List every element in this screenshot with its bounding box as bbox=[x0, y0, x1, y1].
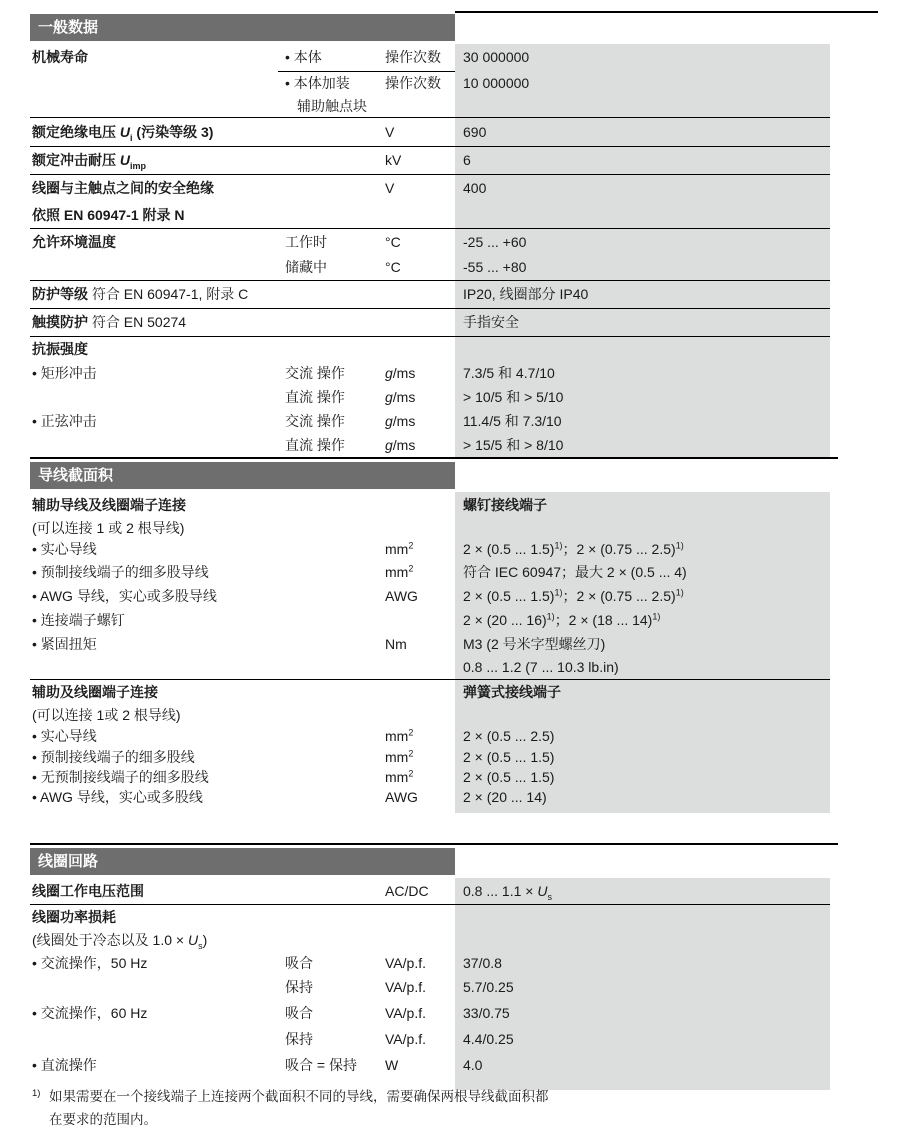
row-label: • 预制接线端子的细多股导线 bbox=[32, 564, 209, 580]
value-text: 33/0.75 bbox=[463, 1005, 510, 1021]
row-label: • 正弦冲击 bbox=[32, 413, 97, 429]
value-text: 7.3/5 和 4.7/10 bbox=[463, 365, 555, 381]
table-row bbox=[30, 228, 830, 280]
sub-label: 吸合 = 保持 bbox=[285, 1057, 357, 1073]
table-row bbox=[30, 174, 830, 228]
value-text: 2 × (0.5 ... 1.5) bbox=[463, 769, 555, 785]
footnote-text: 如果需要在一个接线端子上连接两个截面积不同的导线，需要确保两根导线截面积都在要求的范围内。 bbox=[49, 1089, 549, 1127]
unit-label: kV bbox=[385, 152, 402, 168]
section-divider bbox=[30, 843, 838, 845]
value-text: 0.8 ... $1.1 \times U_s$ bbox=[463, 883, 552, 902]
unit-label: $mm^2$ bbox=[385, 563, 414, 580]
row-label: • 交流操作，50 Hz bbox=[32, 955, 148, 971]
row-label: 抗振强度 bbox=[32, 341, 88, 357]
value-text: 10 000000 bbox=[463, 75, 530, 91]
value-text: -25 ... +60 bbox=[463, 234, 527, 250]
row-label: • 矩形冲击 bbox=[32, 365, 97, 381]
value-text: 4.0 bbox=[463, 1057, 483, 1073]
sub-label: 吸合 bbox=[285, 1005, 313, 1021]
sub-label: 交流 操作 bbox=[285, 365, 345, 381]
row-label: 额定绝缘电压 $U_i$ (污染等级 3) bbox=[32, 124, 214, 143]
row-label: 线圈功率损耗 bbox=[32, 909, 116, 925]
row-label: 额定冲击耐压 $U_{imp}$ bbox=[32, 152, 147, 171]
sub-label: • 本体加装 bbox=[285, 75, 350, 91]
table-row bbox=[30, 878, 830, 904]
value-text: 690 bbox=[463, 124, 487, 140]
value-text: 2 × (20 ... 14) bbox=[463, 789, 547, 805]
spec-table bbox=[30, 14, 830, 1090]
unit-label: g/ms bbox=[385, 437, 416, 453]
unit-label: VA/p.f. bbox=[385, 1031, 426, 1047]
row-label: 依照 EN 60947-1 附录 N bbox=[32, 207, 185, 223]
row-label: • 实心导线 bbox=[32, 541, 97, 557]
value-text: 11.4/5 和 7.3/10 bbox=[463, 413, 562, 429]
table-row bbox=[30, 679, 830, 813]
footnote bbox=[32, 1085, 554, 1131]
row-label: • 连接端子螺钉 bbox=[32, 612, 125, 628]
row-label: (线圈处于冷态以及 $1.0 \times U_s$) bbox=[32, 932, 208, 951]
table-row bbox=[30, 44, 830, 71]
row-label: 机械寿命 bbox=[32, 49, 88, 65]
unit-label: AWG bbox=[385, 588, 418, 604]
table-row bbox=[30, 117, 830, 146]
value-text: > 15/5 和 > 8/10 bbox=[463, 437, 564, 453]
sub-label: 直流 操作 bbox=[285, 389, 345, 405]
table-row bbox=[30, 336, 830, 457]
row-label: 防护等级 符合 EN 60947-1, 附录 C bbox=[32, 286, 249, 302]
sub-label: 吸合 bbox=[285, 955, 313, 971]
value-text: 4.4/0.25 bbox=[463, 1031, 514, 1047]
value-text: 弹簧式接线端子 bbox=[463, 684, 561, 700]
row-label: (可以连接 1或 2 根导线) bbox=[32, 707, 181, 723]
section-header: 一般数据 bbox=[30, 14, 455, 41]
value-text: M3 (2 号米字型螺丝刀) bbox=[463, 636, 606, 652]
unit-label: W bbox=[385, 1057, 399, 1073]
unit-label: °C bbox=[385, 259, 401, 275]
value-text: -55 ... +80 bbox=[463, 259, 527, 275]
row-label: • 紧固扭矩 bbox=[32, 636, 97, 652]
value-text: 2 × (0.5 ... 1.5)$^{1)}$；2 × (0.75 ... 2.5)$^{1)}$ bbox=[463, 540, 684, 557]
value-text: 2 × (20 ... 16)$^{1)}$；2 × (18 ... 14)$^{1)}$ bbox=[463, 611, 661, 628]
unit-label: Nm bbox=[385, 636, 407, 652]
row-label: • 预制接线端子的细多股线 bbox=[32, 749, 195, 765]
sub-label: 直流 操作 bbox=[285, 437, 345, 453]
row-label: 触摸防护 符合 EN 50274 bbox=[32, 314, 187, 330]
value-text: > 10/5 和 > 5/10 bbox=[463, 389, 564, 405]
top-rule bbox=[455, 11, 878, 13]
value-text: 5.7/0.25 bbox=[463, 979, 514, 995]
value-text: 400 bbox=[463, 180, 487, 196]
value-text: 37/0.8 bbox=[463, 955, 502, 971]
row-label: 允许环境温度 bbox=[32, 234, 116, 250]
sub-label: 工作时 bbox=[285, 234, 327, 250]
row-label: • 交流操作，60 Hz bbox=[32, 1005, 148, 1021]
unit-label: 操作次数 bbox=[385, 75, 441, 91]
sub-label: • 本体 bbox=[285, 49, 322, 65]
value-text: 手指安全 bbox=[463, 314, 519, 330]
unit-label: VA/p.f. bbox=[385, 955, 426, 971]
value-text: 2 × (0.5 ... 1.5)$^{1)}$；2 × (0.75 ... 2.5)$^{1)}$ bbox=[463, 587, 684, 604]
unit-label: $mm^2$ bbox=[385, 768, 414, 785]
unit-label: V bbox=[385, 124, 395, 140]
value-text: 符合 IEC 60947；最大 2 × (0.5 ... 4) bbox=[463, 564, 687, 580]
row-label: 辅助导线及线圈端子连接 bbox=[32, 497, 186, 513]
value-text: IP20, 线圈部分 IP40 bbox=[463, 286, 589, 302]
unit-label: $mm^2$ bbox=[385, 748, 414, 765]
unit-label: 操作次数 bbox=[385, 49, 441, 65]
row-label: 线圈与主触点之间的安全绝缘 bbox=[32, 180, 214, 196]
sub-label: 交流 操作 bbox=[285, 413, 345, 429]
unit-label: $mm^2$ bbox=[385, 540, 414, 557]
row-label: • 无预制接线端子的细多股线 bbox=[32, 769, 209, 785]
value-text: 2 × (0.5 ... 1.5) bbox=[463, 749, 555, 765]
unit-label: g/ms bbox=[385, 389, 416, 405]
unit-label: VA/p.f. bbox=[385, 1005, 426, 1021]
table-row bbox=[30, 904, 830, 1090]
row-label: • AWG 导线，实心或多股导线 bbox=[32, 588, 217, 604]
unit-label: $mm^2$ bbox=[385, 727, 414, 744]
row-label: • 实心导线 bbox=[32, 728, 97, 744]
row-label: 辅助及线圈端子连接 bbox=[32, 684, 158, 700]
unit-label: g/ms bbox=[385, 365, 416, 381]
table-row bbox=[30, 71, 830, 117]
table-row bbox=[30, 280, 830, 308]
unit-label: VA/p.f. bbox=[385, 979, 426, 995]
row-label: • AWG 导线，实心或多股线 bbox=[32, 789, 203, 805]
row-label: 线圈工作电压范围 bbox=[32, 883, 144, 899]
value-text: 30 000000 bbox=[463, 49, 530, 65]
unit-label: AC/DC bbox=[385, 883, 429, 899]
section-divider bbox=[30, 457, 838, 459]
section-header: 线圈回路 bbox=[30, 848, 455, 875]
unit-label: °C bbox=[385, 234, 401, 250]
table-row bbox=[30, 492, 830, 679]
table-row bbox=[30, 146, 830, 174]
sub-label: 辅助触点块 bbox=[297, 98, 367, 114]
value-text: 螺钉接线端子 bbox=[463, 497, 547, 513]
sub-label: 保持 bbox=[285, 1031, 313, 1047]
value-text: 6 bbox=[463, 152, 471, 168]
table-row bbox=[30, 308, 830, 336]
sub-label: 储藏中 bbox=[285, 259, 327, 275]
footnote-marker: 1) bbox=[32, 1088, 41, 1099]
row-label: (可以连接 1 或 2 根导线) bbox=[32, 520, 185, 536]
unit-label: V bbox=[385, 180, 395, 196]
unit-label: AWG bbox=[385, 789, 418, 805]
value-text: 0.8 ... 1.2 (7 ... 10.3 lb.in) bbox=[463, 659, 619, 675]
value-text: 2 × (0.5 ... 2.5) bbox=[463, 728, 555, 744]
section-header: 导线截面积 bbox=[30, 462, 455, 489]
row-label: • 直流操作 bbox=[32, 1057, 97, 1073]
sub-label: 保持 bbox=[285, 979, 313, 995]
unit-label: g/ms bbox=[385, 413, 416, 429]
